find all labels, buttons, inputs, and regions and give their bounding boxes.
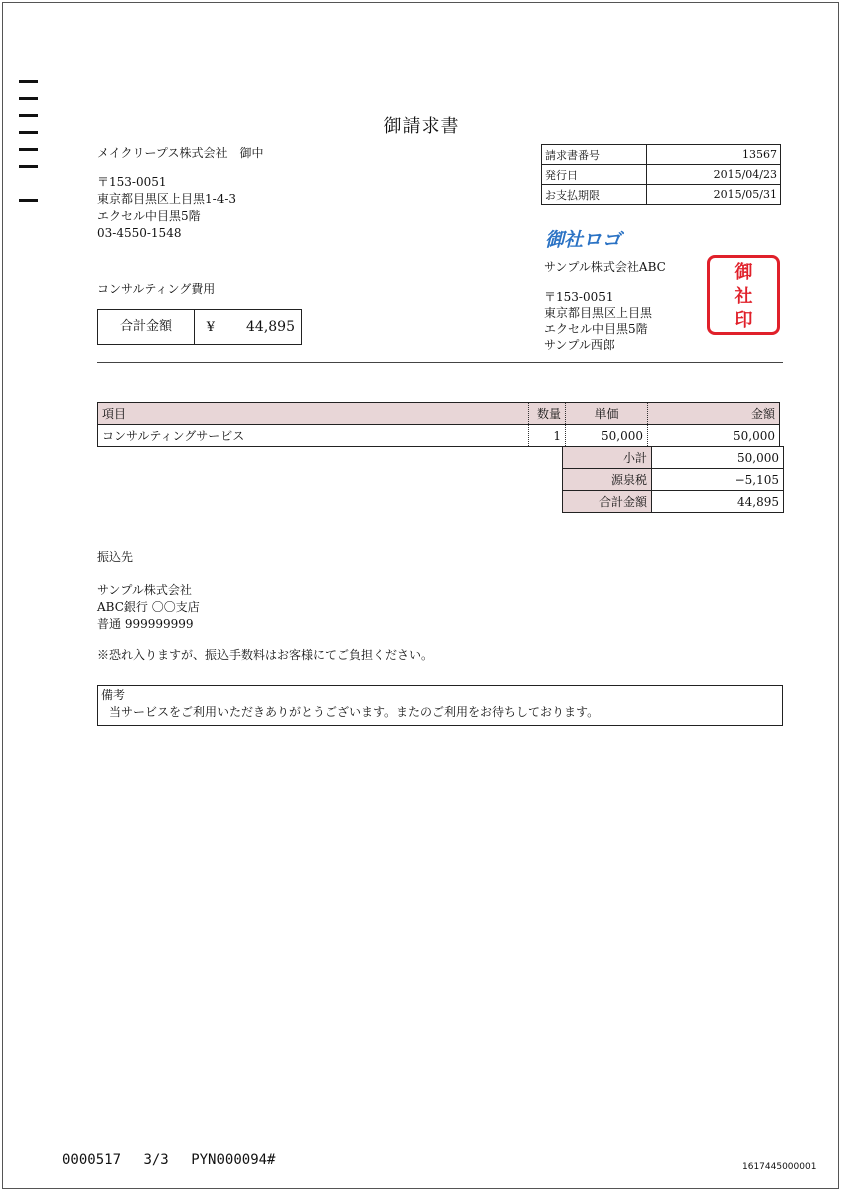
stamp-char: 印 bbox=[734, 310, 753, 331]
issue-date-value: 2015/04/23 bbox=[647, 165, 781, 185]
registration-mark bbox=[19, 97, 38, 100]
registration-mark bbox=[19, 165, 38, 168]
footer-codes bbox=[62, 1152, 289, 1168]
issuer-postal: 〒153-0051 bbox=[544, 290, 614, 304]
total-amount-label: 合計金額 bbox=[98, 310, 195, 344]
recipient-phone: 03-4550-1548 bbox=[97, 226, 182, 240]
subtotal-label: 小計 bbox=[563, 447, 652, 469]
footer-code-1: 0000517 bbox=[62, 1152, 122, 1168]
item-unit-price: 50,000 bbox=[566, 425, 648, 447]
recipient-name: メイクリープス株式会社 御中 bbox=[97, 146, 264, 160]
header-amount: 金額 bbox=[648, 403, 780, 425]
item-name: コンサルティングサービス bbox=[98, 425, 529, 447]
table-header-row bbox=[98, 403, 780, 425]
invoice-info-table bbox=[541, 144, 781, 205]
subtotal-value: 50,000 bbox=[652, 447, 784, 469]
registration-mark bbox=[19, 199, 38, 202]
header-item: 項目 bbox=[98, 403, 529, 425]
footer-page: 3/3 bbox=[143, 1152, 169, 1168]
grand-total-label: 合計金額 bbox=[563, 491, 652, 513]
recipient-address-2: エクセル中目黒5階 bbox=[97, 209, 201, 223]
invoice-number-label: 請求書番号 bbox=[542, 145, 647, 165]
summary-row bbox=[563, 491, 784, 513]
total-amount-value: 44,895 bbox=[246, 319, 295, 335]
invoice-subject: コンサルティング費用 bbox=[97, 282, 216, 296]
invoice-info-row bbox=[542, 165, 781, 185]
bank-account-number: 普通 999999999 bbox=[97, 617, 194, 631]
company-logo: 御社ロゴ bbox=[545, 229, 622, 251]
issuer-address-1: 東京都目黒区上目黒 bbox=[544, 306, 653, 320]
invoice-info-row bbox=[542, 145, 781, 165]
due-date-value: 2015/05/31 bbox=[647, 185, 781, 205]
footer-code-2: PYN000094# bbox=[191, 1152, 276, 1168]
bank-branch: ABC銀行 〇〇支店 bbox=[97, 600, 200, 614]
document-title: 御請求書 bbox=[383, 116, 460, 137]
issuer-block bbox=[544, 259, 666, 353]
issue-date-label: 発行日 bbox=[542, 165, 647, 185]
bank-account-name: サンプル株式会社 bbox=[97, 583, 192, 597]
remarks-label: 備考 bbox=[101, 688, 126, 702]
item-amount: 50,000 bbox=[648, 425, 780, 447]
registration-mark bbox=[19, 148, 38, 151]
withholding-tax-label: 源泉税 bbox=[563, 469, 652, 491]
summary-table bbox=[562, 446, 784, 513]
stamp-char: 御 bbox=[734, 262, 753, 283]
invoice-number-value: 13567 bbox=[647, 145, 781, 165]
stamp-char: 社 bbox=[734, 286, 753, 307]
table-row bbox=[98, 425, 780, 447]
registration-mark bbox=[19, 80, 38, 83]
recipient-address-1: 東京都目黒区上目黒1-4-3 bbox=[97, 192, 237, 206]
header-qty: 数量 bbox=[529, 403, 566, 425]
company-seal-stamp bbox=[707, 255, 780, 335]
issuer-name: サンプル株式会社ABC bbox=[544, 260, 666, 274]
invoice-info-row bbox=[542, 185, 781, 205]
currency-symbol: ¥ bbox=[206, 319, 215, 335]
issuer-address-2: エクセル中目黒5階 bbox=[544, 322, 648, 336]
total-amount-box bbox=[97, 309, 302, 345]
remarks-box bbox=[97, 685, 783, 726]
grand-total-value: 44,895 bbox=[652, 491, 784, 513]
recipient-block bbox=[97, 145, 263, 242]
recipient-postal: 〒153-0051 bbox=[97, 175, 167, 189]
item-qty: 1 bbox=[529, 425, 566, 447]
footer-serial: 1617445000001 bbox=[742, 1162, 817, 1172]
bank-transfer-block bbox=[97, 549, 433, 664]
transfer-fee-note: ※恐れ入りますが、振込手数料はお客様にてご負担ください。 bbox=[97, 648, 434, 662]
header-unit-price: 単価 bbox=[566, 403, 648, 425]
divider bbox=[97, 362, 783, 363]
line-items-table bbox=[97, 402, 780, 447]
bank-heading: 振込先 bbox=[97, 550, 134, 564]
due-date-label: お支払期限 bbox=[542, 185, 647, 205]
remarks-text: 当サービスをご利用いただきありがとうございます。またのご利用をお待ちしております。 bbox=[109, 705, 600, 719]
summary-row bbox=[563, 447, 784, 469]
summary-row bbox=[563, 469, 784, 491]
issuer-person: サンプル西郎 bbox=[544, 338, 615, 352]
withholding-tax-value: −5,105 bbox=[652, 469, 784, 491]
